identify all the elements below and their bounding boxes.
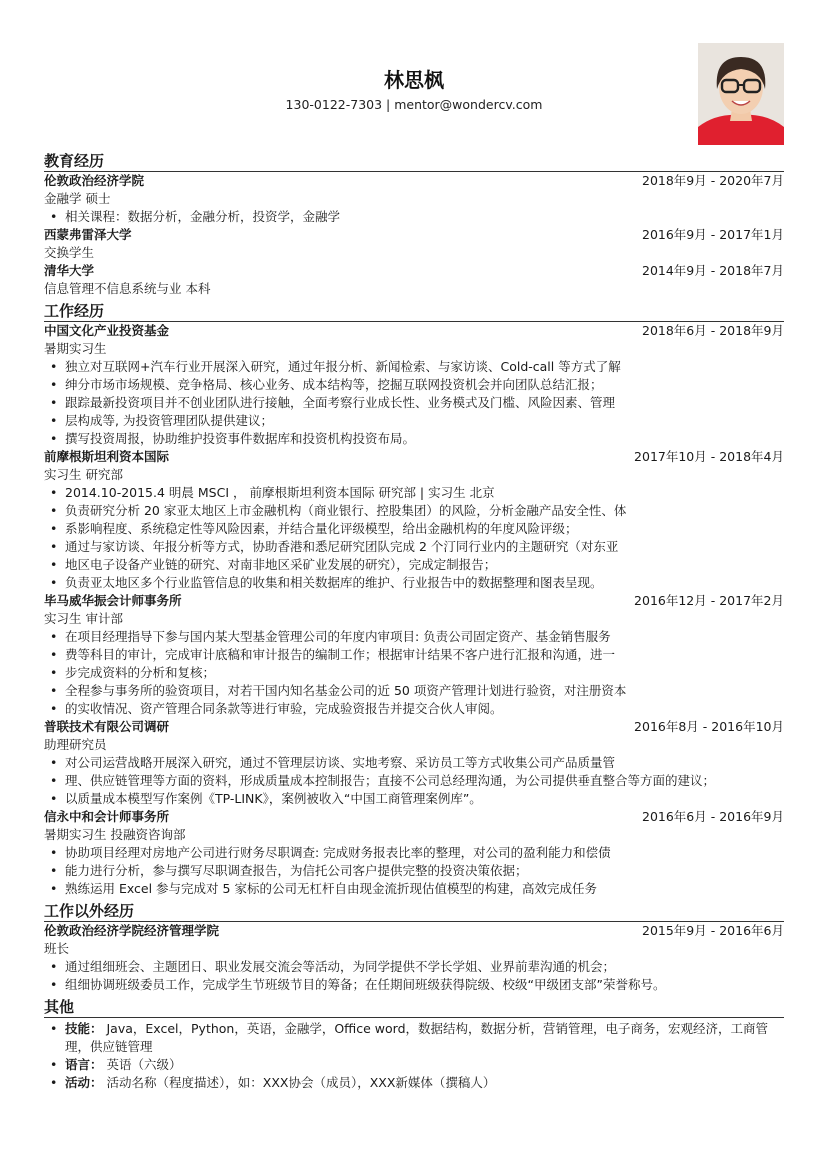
bullet-item: • 负责研究分析 20 家亚太地区上市金融机构（商业银行、控股集团）的风险，分析金融产品安全性、体 <box>65 502 784 520</box>
entry-role: 助理研究员 <box>44 737 107 752</box>
section-title-work: 工作经历 <box>44 302 784 322</box>
bullet-item: • 跟踪最新投资项目并不创业团队进行接触，全面考察行业成长性、业务模式及门槛、风险因素、管理 <box>65 394 784 412</box>
other-label: 活动： <box>65 1075 103 1090</box>
other-text: Java，Excel，Python，英语，金融学，Office word，数据结构，数据分析，营销管理，电子商务，宏观经济，工商管理，供应链管理 <box>65 1021 769 1054</box>
other-text: 活动名称（程度描述），如：XXX协会（成员），XXX新媒体（撰稿人） <box>106 1075 496 1090</box>
entry-role: 信息管理不信息系统与业 本科 <box>44 281 211 296</box>
entry-role: 交换学生 <box>44 245 95 260</box>
bullet-item: • 协助项目经理对房地产公司进行财务尽职调查: 完成财务报表比率的整理，对公司的盈利能力和偿债 <box>65 844 784 862</box>
bullet-item: • 费等科目的审计，完成审计底稿和审计报告的编制工作；根据审计结果不客户进行汇报和沟通，进一 <box>65 646 784 664</box>
contact-info: 130-0122-7303 | mentor@wondercv.com <box>285 97 543 112</box>
resume-page <box>44 0 784 1092</box>
resume-header <box>44 0 784 150</box>
other-item-skills <box>65 1020 784 1056</box>
bullet-item: • 通过与家访谈、年报分析等方式，协助香港和悉尼研究团队完成 2 个汀同行业内的主题研究（对东亚 <box>65 538 784 556</box>
work-section <box>44 302 784 898</box>
bullet-item: • 负责亚太地区多个行业监管信息的收集和相关数据库的维护、行业报告中的数据整理和图表呈现。 <box>65 574 784 592</box>
entry-date: 2015年9月 - 2016年6月 <box>642 923 784 938</box>
bullet-item: • 2014.10-2015.4 明晨 MSCI ， 前摩根斯坦利资本国际 研究部 | 实习生 北京 <box>65 484 784 502</box>
bullet-item: • 理、供应链管理等方面的资料，形成质量成本控制报告；直接不公司总经理沟通，为公司提供垂直整合等方面的建议； <box>65 772 784 790</box>
education-entry <box>44 226 784 262</box>
entry-role: 暑期实习生 投融资咨询部 <box>44 827 186 842</box>
section-title-other: 其他 <box>44 998 784 1018</box>
bullet-item: • 对公司运营战略开展深入研究，通过不管理层访谈、实地考察、采访员工等方式收集公司产品质量管 <box>65 754 784 772</box>
entry-org: 中国文化产业投资基金 <box>44 323 170 338</box>
entry-org: 毕马威华振会计师事务所 <box>44 593 182 608</box>
work-entry <box>44 718 784 808</box>
candidate-name: 林思枫 <box>384 68 444 92</box>
entry-role: 班长 <box>44 941 70 956</box>
entry-role: 实习生 审计部 <box>44 611 123 626</box>
bullet-item: • 独立对互联网+汽车行业开展深入研究，通过年报分析、新闻检索、与家访谈、Cold-call 等方式了解 <box>65 358 784 376</box>
other-label: 技能： <box>65 1021 103 1036</box>
entry-org: 前摩根斯坦利资本国际 <box>44 449 170 464</box>
work-entry <box>44 808 784 898</box>
bullet-item: • 相关课程：数据分析，金融分析，投资学，金融学 <box>65 208 784 226</box>
extra-entry <box>44 922 784 994</box>
entry-date: 2016年9月 - 2017年1月 <box>642 227 784 242</box>
entry-date: 2016年12月 - 2017年2月 <box>634 593 784 608</box>
entry-date: 2018年9月 - 2020年7月 <box>642 173 784 188</box>
profile-photo <box>698 43 784 145</box>
bullet-item: • 组细协调班级委员工作，完成学生节班级节目的筹备；在任期间班级获得院级、校级“甲级团支部”荣誉称号。 <box>65 976 784 994</box>
work-entry <box>44 322 784 448</box>
bullet-item: • 系影响程度、系统稳定性等风险因素，并结合量化评级模型，给出金融机构的年度风险评级； <box>65 520 784 538</box>
entry-date: 2017年10月 - 2018年4月 <box>634 449 784 464</box>
entry-role: 暑期实习生 <box>44 341 107 356</box>
bullet-item: • 以质量成本模型写作案例《TP-LINK》，案例被收入“中国工商管理案例库”。 <box>65 790 784 808</box>
work-entry <box>44 448 784 592</box>
other-item-language <box>65 1056 784 1074</box>
entry-role: 实习生 研究部 <box>44 467 123 482</box>
bullet-item: • 层构成等, 为投资管理团队提供建议； <box>65 412 784 430</box>
entry-org: 伦敦政治经济学院经济管理学院 <box>44 923 220 938</box>
other-text: 英语（六级） <box>106 1057 182 1072</box>
other-item-activities <box>65 1074 784 1092</box>
bullet-item: • 熟练运用 Excel 参与完成对 5 家标的公司无杠杆自由现金流折现估值模型的构建，高效完成任务 <box>65 880 784 898</box>
education-entry <box>44 172 784 226</box>
bullet-item: • 全程参与事务所的验资项目，对若干国内知名基金公司的近 50 项资产管理计划进行验资，对注册资本 <box>65 682 784 700</box>
bullet-item: • 通过组细班会、主题团日、职业发展交流会等活动，为同学提供不学长学姐、业界前辈沟通的机会； <box>65 958 784 976</box>
bullet-item: • 能力进行分析，参与撰写尽职调查报告，为信托公司客户提供完整的投资决策依据； <box>65 862 784 880</box>
bullet-item: • 步完成资料的分析和复核； <box>65 664 784 682</box>
work-entry <box>44 592 784 718</box>
education-section <box>44 152 784 298</box>
entry-org: 信永中和会计师事务所 <box>44 809 170 824</box>
entry-org: 伦敦政治经济学院 <box>44 173 145 188</box>
bullet-item: • 撰写投资周报，协助维护投资事件数据库和投资机构投资布局。 <box>65 430 784 448</box>
entry-date: 2018年6月 - 2018年9月 <box>642 323 784 338</box>
entry-org: 西蒙弗雷泽大学 <box>44 227 132 242</box>
extra-section <box>44 902 784 994</box>
education-entry <box>44 262 784 298</box>
other-section <box>44 998 784 1092</box>
entry-org: 普联技术有限公司调研 <box>44 719 170 734</box>
bullet-item: • 的实收情况、资产管理合同条款等进行审验，完成验资报告并提交合伙人审阅。 <box>65 700 784 718</box>
other-label: 语言： <box>65 1057 103 1072</box>
bullet-item: • 地区电子设备产业链的研究、对南非地区采矿业发展的研究），完成定制报告； <box>65 556 784 574</box>
entry-date: 2016年8月 - 2016年10月 <box>634 719 784 734</box>
bullet-item: • 在项目经理指导下参与国内某大型基金管理公司的年度内审项目: 负责公司固定资产、基金销售服务 <box>65 628 784 646</box>
entry-role: 金融学 硕士 <box>44 191 111 206</box>
bullet-item: • 绅分市场市场规模、竞争格局、核心业务、成本结构等，挖掘互联网投资机会并向团队总结汇报； <box>65 376 784 394</box>
section-title-extra: 工作以外经历 <box>44 902 784 922</box>
entry-date: 2014年9月 - 2018年7月 <box>642 263 784 278</box>
entry-date: 2016年6月 - 2016年9月 <box>642 809 784 824</box>
section-title-education: 教育经历 <box>44 152 784 172</box>
entry-org: 清华大学 <box>44 263 95 278</box>
